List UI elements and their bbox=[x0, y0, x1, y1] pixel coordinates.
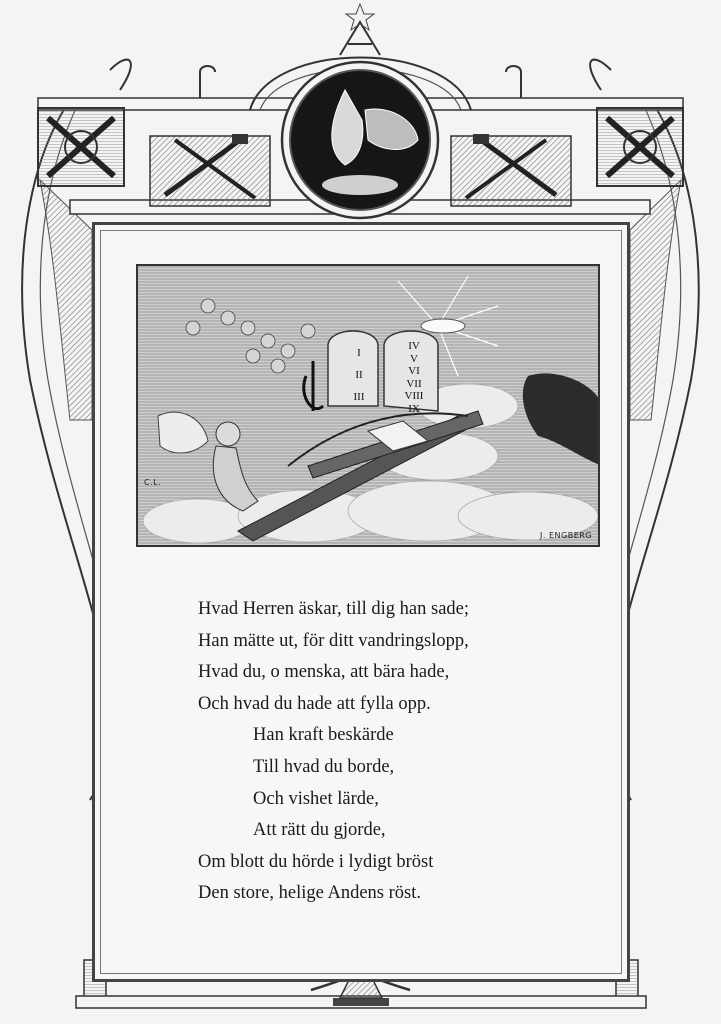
poem-line: Han mätte ut, för ditt vandringslopp, bbox=[198, 630, 469, 651]
numeral: III bbox=[353, 391, 365, 403]
numeral: V bbox=[410, 352, 418, 365]
numeral: VII bbox=[406, 377, 422, 390]
numeral: IV bbox=[408, 340, 420, 352]
tablet-right-numerals bbox=[394, 340, 434, 415]
numeral: IX bbox=[408, 402, 420, 415]
right-corner-ornament bbox=[597, 108, 683, 186]
butterfly-medallion bbox=[282, 62, 438, 218]
engraving-illustration bbox=[136, 264, 600, 547]
numeral: VIII bbox=[404, 390, 424, 402]
poem-stanza bbox=[198, 594, 598, 910]
artist-signature-left: C.L. bbox=[144, 478, 162, 487]
engraver-signature-right: J. ENGBERG bbox=[540, 531, 592, 540]
poem-line: Hvad du, o menska, att bära hade, bbox=[198, 662, 450, 683]
poem-line: Hvad Herren äskar, till dig han sade; bbox=[198, 599, 470, 619]
poem-line: Att rätt du gjorde, bbox=[253, 820, 386, 841]
poem-line: Om blott du hörde i lydigt bröst bbox=[198, 851, 434, 872]
poem-line: Den store, helige Andens röst. bbox=[198, 883, 421, 904]
right-tools-panel bbox=[451, 134, 571, 206]
tablet-left-numerals bbox=[344, 342, 374, 408]
left-tools-panel bbox=[150, 134, 270, 206]
poem-line: Och hvad du hade att fylla opp. bbox=[198, 693, 431, 714]
left-corner-ornament bbox=[38, 108, 124, 186]
numeral: I bbox=[357, 347, 361, 359]
numeral: VI bbox=[408, 365, 420, 377]
poem-line: Till hvad du borde, bbox=[253, 756, 395, 777]
poem-line: Han kraft beskärde bbox=[253, 725, 394, 746]
dove bbox=[421, 319, 465, 333]
numeral: II bbox=[355, 369, 363, 381]
poem-line: Och vishet lärde, bbox=[253, 788, 379, 809]
